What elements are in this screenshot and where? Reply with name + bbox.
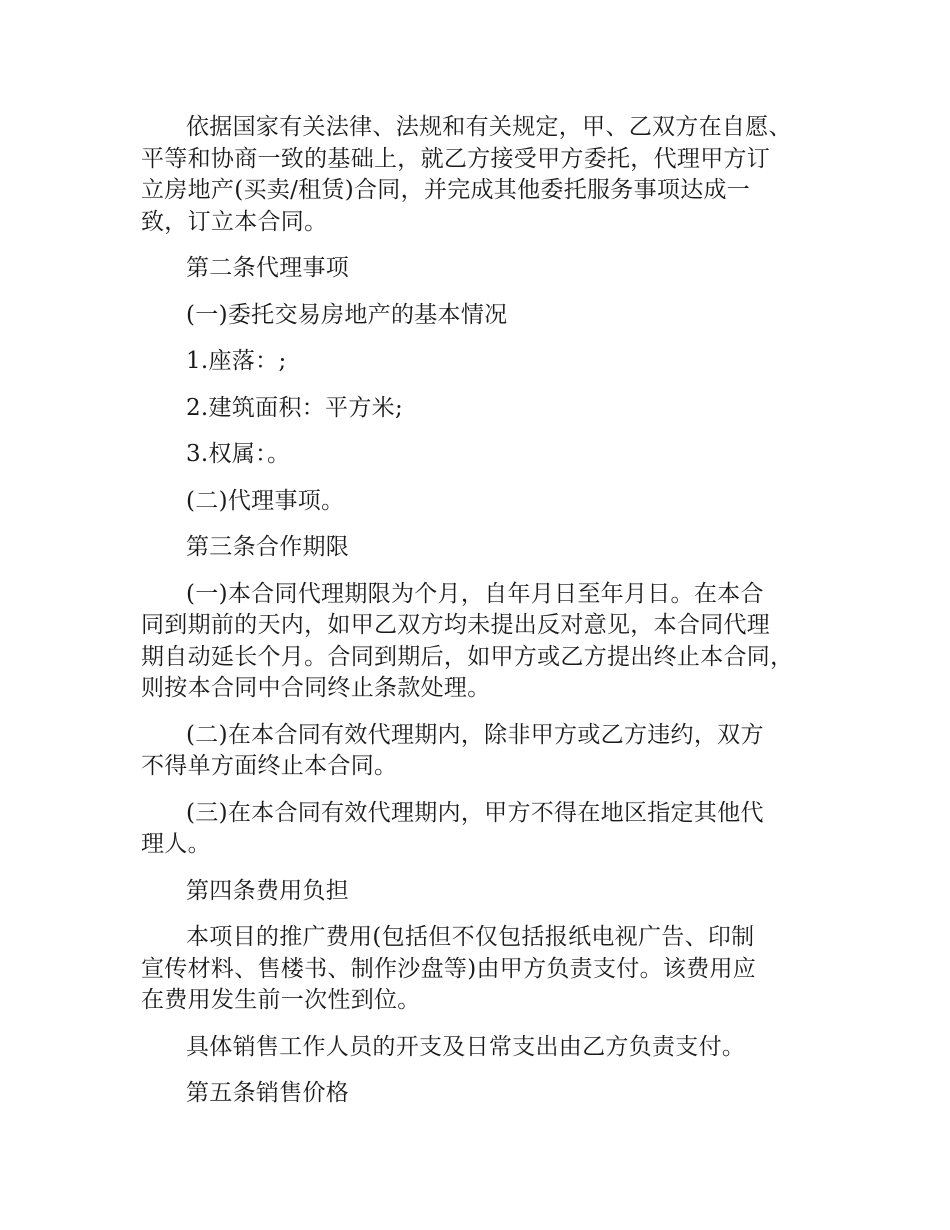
article-4-staff-costs (141, 1032, 831, 1064)
paragraph-line: 第四条费用负担 (186, 877, 350, 904)
article-2-item-2 (141, 486, 831, 518)
article-2-heading (141, 253, 831, 285)
paragraph-line: 致，订立本合同。 (141, 208, 328, 235)
article-5-heading (141, 1078, 831, 1110)
document-page (141, 112, 831, 1125)
paragraph-line: 3.权属：。 (186, 441, 291, 467)
paragraph-line: 立房地产(买卖/租赁)合同，并完成其他委托服务事项达成一 (141, 177, 751, 203)
article-3-item-1 (141, 579, 831, 705)
article-4-promotion-costs (141, 922, 831, 1017)
paragraph-line: (三)在本合同有效代理期内，甲方不得在地区指定其他代 (186, 799, 764, 826)
paragraph-line: 第五条销售价格 (186, 1080, 350, 1106)
paragraph-line: 平等和协商一致的基础上，就乙方接受甲方委托，代理甲方订 (141, 145, 771, 172)
paragraph-line: 本项目的推广费用(包括但不仅包括报纸电视广告、印制 (186, 924, 755, 950)
paragraph-intro (141, 112, 831, 238)
paragraph-line: 理人。 (141, 831, 211, 857)
paragraph-line: (一)委托交易房地产的基本情况 (186, 301, 508, 328)
paragraph-line: 1.座落：; (186, 348, 287, 374)
paragraph-line: 第三条合作期限 (186, 534, 350, 560)
paragraph-line: 宣传材料、售楼书、制作沙盘等)由甲方负责支付。该费用应 (141, 955, 757, 982)
paragraph-line: 依据国家有关法律、法规和有关规定，甲、乙双方在自愿、 (186, 114, 792, 140)
paragraph-line: 同到期前的天内，如甲乙双方均未提出反对意见，本合同代理 (141, 612, 771, 638)
paragraph-line: 不得单方面终止本合同。 (141, 753, 398, 779)
paragraph-line: (二)代理事项。 (186, 487, 345, 514)
article-2-ownership (141, 439, 831, 471)
article-2-item-1 (141, 300, 831, 332)
paragraph-line: 具体销售工作人员的开支及日常支出由乙方负责支付。 (186, 1033, 746, 1060)
paragraph-line: 2.建筑面积：平方米; (186, 394, 403, 421)
paragraph-line: (二)在本合同有效代理期内，除非甲方或乙方违约，双方 (186, 721, 764, 748)
paragraph-line: 则按本合同中合同终止条款处理。 (141, 675, 491, 701)
paragraph-line: 第二条代理事项 (186, 255, 350, 281)
article-2-area (141, 393, 831, 425)
paragraph-line: 期自动延长个月。合同到期后，如甲方或乙方提出终止本合同， (141, 643, 794, 670)
article-3-heading (141, 532, 831, 564)
article-3-item-3 (141, 798, 831, 861)
paragraph-line: (一)本合同代理期限为个月，自年月日至年月日。在本合 (186, 580, 764, 607)
article-4-heading (141, 876, 831, 908)
article-2-location (141, 346, 831, 378)
paragraph-line: 在费用发生前一次性到位。 (141, 987, 421, 1013)
article-3-item-2 (141, 720, 831, 783)
